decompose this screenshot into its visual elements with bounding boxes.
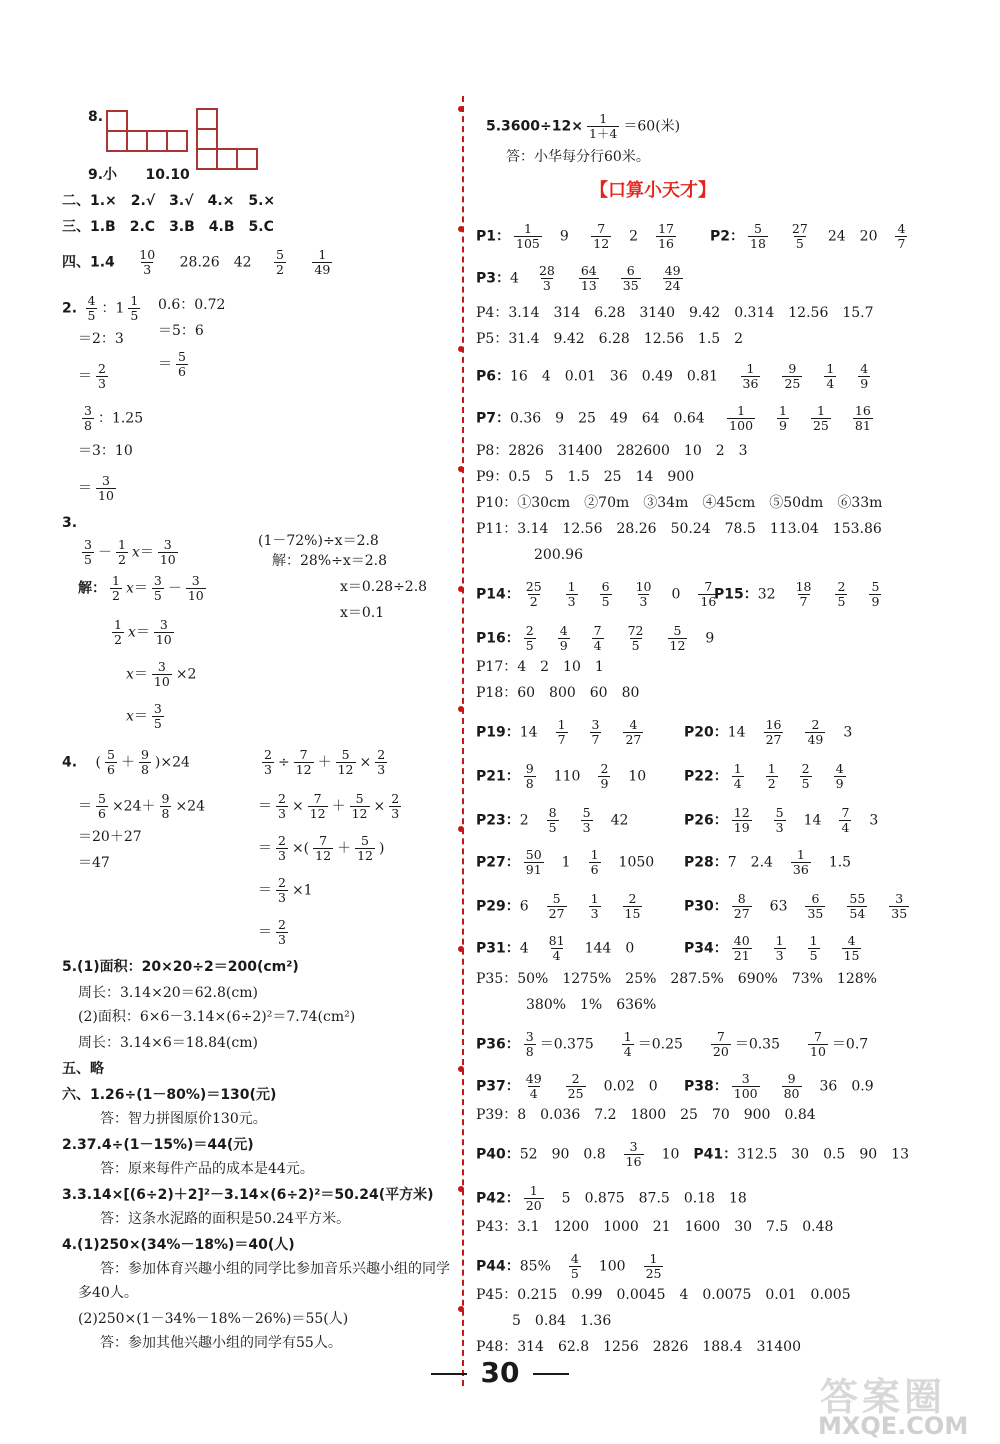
p19-line: P19：14 $\frac{1}{7}$ $\frac{3}{7}$ $\frac{4}{27}$ [476,717,642,747]
p31-line: P31：4 $\frac{81}{4}$ 144 0 [476,933,635,963]
p34-line: P34： $\frac{40}{21}$ $\frac{1}{3}$ $\frac{1}{5}$ $\frac{4}{15}$ [684,933,860,963]
p28-line: P28：7 2.4 $\frac{1}{36}$ 1.5 [684,847,852,877]
q2-line: 0.6：0.72 [158,297,226,313]
s6-line: 答：原来每件产品的成本是44元。 [100,1161,314,1177]
q4-right-step: ＝ $\frac{2}{3}$ ×1 [258,875,313,905]
q10-answer: 10.10 [145,167,190,183]
s6-line: 答：参加其他兴趣小组的同学有55人。 [100,1335,342,1351]
q9-answer: 9.小 [88,167,118,183]
section-5: 五、略 [62,1061,104,1077]
p40-line: P40：52 90 0.8 $\frac{3}{16}$ 10 P41：312.5 30 0.5 90 13 [476,1139,909,1169]
fraction: $\frac{5}{2}$ [275,247,284,277]
q3-right: x＝0.28÷2.8 [340,579,428,595]
p6-line: P6：16 4 0.01 36 0.49 0.81 $\frac{1}{36}$ $\frac{9}{25}$ $\frac{1}{4}$ $\frac{4}{9}$ [476,361,869,391]
p20-line: P20：14 $\frac{16}{27}$ $\frac{2}{49}$ 3 [684,717,853,747]
p48-line: P48：314 62.8 1256 2826 188.4 31400 [476,1339,802,1355]
p3-line: P3：4 $\frac{28}{3}$ $\frac{64}{13}$ $\frac{6}{35}$ $\frac{49}{24}$ [476,263,681,293]
r-q5-answer: 答：小华每分行60米。 [506,149,650,165]
q3-step: x＝ $\frac{3}{10}$ ×2 [126,659,197,689]
p29-line: P29：6 $\frac{5}{27}$ $\frac{1}{3}$ $\frac{2}{15}$ [476,891,641,921]
p7-line: P7：0.36 9 25 49 64 0.64 $\frac{1}{100}$ $\frac{1}{9}$ $\frac{1}{25}$ $\frac{16}{81}$ [476,403,871,433]
p21-line: P21： $\frac{9}{8}$ 110 $\frac{2}{9}$ 10 [476,761,647,791]
p15-line: P15：32 $\frac{18}{7}$ $\frac{2}{5}$ $\frac{5}{9}$ [714,579,880,609]
p43-line: P43：3.1 1200 1000 21 1600 30 7.5 0.48 [476,1219,834,1235]
q3-step: 解： $\frac{1}{2}$ x＝ $\frac{3}{5}$ － $\frac{3}{10}$ [78,573,204,603]
q2-line: ＝ $\frac{5}{6}$ [158,349,186,379]
q4-step: ＝20＋27 [78,829,142,845]
q4-right-expr: $\frac{2}{3}$ ÷ $\frac{7}{12}$ ＋ $\frac{5}{12}$ × $\frac{2}{3}$ [264,747,386,777]
p30-line: P30： $\frac{8}{27}$ 63 $\frac{6}{35}$ $\frac{55}{54}$ $\frac{3}{35}$ [684,891,908,921]
s6-line: 答：参加体育兴趣小组的同学比参加音乐兴趣小组的同学 [100,1261,450,1277]
watermark-url: MXQE.COM [818,1412,969,1440]
q3-right: 解：28%÷x＝2.8 [272,553,388,569]
q2-line: ＝2：3 [78,331,124,347]
s4-label: 四、1.4 [62,254,115,271]
section-2-answers: 二、1.× 2.√ 3.√ 4.× 5.× [62,193,276,209]
p4-line: P4：3.14 314 6.28 3140 9.42 0.314 12.56 15.7 [476,305,874,321]
q5-line: 周长：3.14×20＝62.8(cm) [78,985,258,1001]
p1-line: P1： $\frac{1}{105}$ 9 $\frac{7}{12}$ 2 $\frac{17}{16}$ [476,221,674,251]
p17-line: P17：4 2 10 1 [476,659,604,675]
p5-line: P5：31.4 9.42 6.28 12.56 1.5 2 [476,331,744,347]
q2-line: ＝5：6 [158,323,204,339]
fraction: $\frac{10}{3}$ [139,247,156,277]
column-divider [462,96,464,1386]
p11-line-2: 200.96 [534,547,583,563]
s6-line: 3.3.14×[(6÷2)＋2]²－3.14×(6÷2)²＝50.24(平方米) [62,1187,434,1203]
p27-line: P27： $\frac{50}{91}$ 1 $\frac{1}{6}$ 1050 [476,847,655,877]
q2-line: $\frac{3}{8}$ ：1.25 [84,403,144,433]
p14-line: P14： $\frac{25}{2}$ $\frac{1}{3}$ $\frac{6}{5}$ $\frac{10}{3}$ 0 $\frac{7}{16}$ [476,579,717,609]
q4-expr: 4. ( $\frac{5}{6}$ ＋ $\frac{9}{8}$ )×24 [62,747,190,777]
s6-line: 六、1.26÷(1－80%)＝130(元) [62,1087,277,1103]
q4-right-step: ＝ $\frac{2}{3}$ [258,917,286,947]
section-3-answers: 三、1.B 2.C 3.B 4.B 5.C [62,219,274,235]
p8-line: P8：2826 31400 282600 10 2 3 [476,443,748,459]
p26-line: P26： $\frac{12}{19}$ $\frac{5}{3}$ 14 $\frac{7}{4}$ 3 [684,805,879,835]
p42-line: P42： $\frac{1}{20}$ 5 0.875 87.5 0.18 18 [476,1183,747,1213]
q5-line: (2)面积：6×6－3.14×(6÷2)²＝7.74(cm²) [78,1009,356,1025]
q4-right-step: ＝ $\frac{2}{3}$ ×( $\frac{7}{12}$ ＋ $\frac{5}{12}$ ) [258,833,385,863]
fraction: $\frac{1}{49}$ [314,247,331,277]
q3-label: 3. [62,515,78,531]
s6-line: (2)250×(1－34%－18%－26%)＝55(人) [78,1311,349,1327]
p35-line-2: 380% 1% 636% [526,997,657,1013]
q2-line: ＝ $\frac{3}{10}$ [78,473,114,503]
p37-line: P37： $\frac{49}{4}$ $\frac{2}{25}$ 0.02 0 [476,1071,658,1101]
q9-q10-line [88,166,190,184]
s6-line: 多40人。 [78,1285,138,1301]
s6-line: 答：智力拼图原价130元。 [100,1111,267,1127]
p36-line: P36： $\frac{3}{8}$ ＝0.375 $\frac{1}{4}$ ＝0.25 $\frac{7}{20}$ ＝0.35 $\frac{7}{10}$ ＝0.7 [476,1029,869,1059]
p44-line: P44：85% $\frac{4}{5}$ 100 $\frac{1}{25}$ [476,1251,662,1281]
p45-line: P45：0.215 0.99 0.0045 4 0.0075 0.01 0.005 [476,1287,851,1303]
s6-line: 答：这条水泥路的面积是50.24平方米。 [100,1211,351,1227]
q4-step: ＝ $\frac{5}{6}$ ×24＋ $\frac{9}{8}$ ×24 [78,791,205,821]
q4-right-step: ＝ $\frac{2}{3}$ × $\frac{7}{12}$ ＋ $\frac{5}{12}$ × $\frac{2}{3}$ [258,791,400,821]
page-number: 30 [0,1356,1000,1389]
p35-line: P35：50% 1275% 25% 287.5% 690% 73% 128% [476,971,877,987]
p9-line: P9：0.5 5 1.5 25 14 900 [476,469,695,485]
p39-line: P39：8 0.036 7.2 1800 25 70 900 0.84 [476,1107,816,1123]
q3-right: x＝0.1 [340,605,385,621]
watermark-logo: 答案圈 [820,1375,947,1419]
q3-right: (1－72%)÷x＝2.8 [258,533,379,549]
section-title: 【口算小天才】 [590,180,716,201]
q5-line: 5.(1)面积：20×20÷2＝200(cm²) [62,959,299,975]
q2-block-a: 2. $\frac{4}{5}$ ：1 $\frac{1}{5}$ [62,293,139,323]
p11-line: P11：3.14 12.56 28.26 50.24 78.5 113.04 153.86 [476,521,882,537]
s6-line: 2.37.4÷(1－15%)＝44(元) [62,1137,254,1153]
p45-line-2: 5 0.84 1.36 [512,1313,612,1329]
q4-step: ＝47 [78,855,110,871]
q2-line: ＝3：10 [78,443,133,459]
p38-line: P38： $\frac{3}{100}$ $\frac{9}{80}$ 36 0.9 [684,1071,874,1101]
q3-eq: $\frac{3}{5}$ － $\frac{1}{2}$ x＝ $\frac{3}{10}$ [84,537,176,567]
r-q5: 5.3600÷12× $\frac{1}{1+4}$ ＝60(米) [486,111,681,141]
q3-step: x＝ $\frac{3}{5}$ [126,701,162,731]
p16-line: P16： $\frac{2}{5}$ $\frac{4}{9}$ $\frac{7}{4}$ $\frac{72}{5}$ $\frac{5}{12}$ 9 [476,623,715,653]
q3-step: $\frac{1}{2}$ x＝ $\frac{3}{10}$ [114,617,172,647]
q5-line: 周长：3.14×6＝18.84(cm) [78,1035,258,1051]
s6-line: 4.(1)250×(34%－18%)＝40(人) [62,1237,295,1253]
p22-line: P22： $\frac{1}{4}$ $\frac{1}{2}$ $\frac{2}{5}$ $\frac{4}{9}$ [684,761,844,791]
p2-line: P2： $\frac{5}{18}$ $\frac{27}{5}$ 24 20 $\frac{4}{7}$ [710,221,906,251]
s4-values: 28.26 42 [179,254,252,271]
q2-line: ＝ $\frac{2}{3}$ [78,361,106,391]
p18-line: P18：60 800 60 80 [476,685,640,701]
q8-label: 8. [88,109,104,125]
section-4-q1 [62,248,336,277]
p10-line: P10：①30cm ②70m ③34m ④45cm ⑤50dm ⑥33m [476,495,883,511]
p23-line: P23：2 $\frac{8}{5}$ $\frac{5}{3}$ 42 [476,805,629,835]
